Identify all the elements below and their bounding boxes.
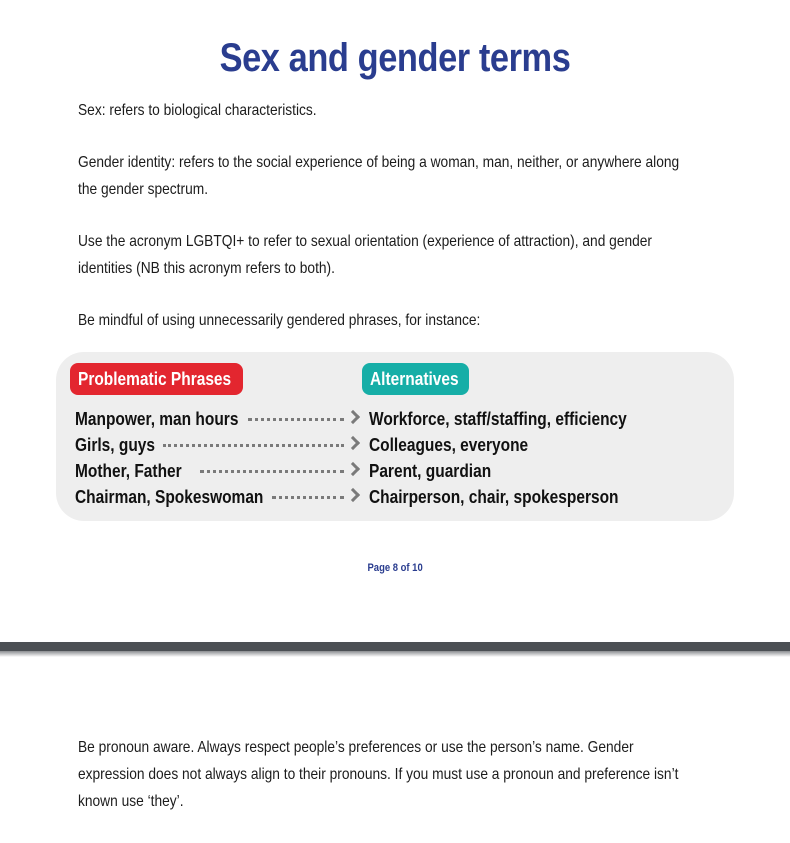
- text-line: identities (NB this acronym refers to both).: [78, 260, 335, 277]
- page-divider: [0, 642, 790, 651]
- text-line: expression does not always align to their pronouns. If you must use a pronoun and preference isn’t: [78, 766, 679, 783]
- arrow-right-icon: [346, 436, 360, 450]
- dotted-arrow-line: [248, 418, 344, 421]
- header-label: Alternatives: [370, 369, 459, 389]
- text-line: the gender spectrum.: [78, 181, 209, 198]
- dotted-arrow-line: [163, 444, 344, 447]
- page-number-label: Page 8 of 10: [367, 562, 423, 574]
- problematic-phrase: Mother, Father: [75, 461, 182, 481]
- page-number: [0, 560, 790, 576]
- dotted-arrow-line: [272, 496, 344, 499]
- alternative-phrase: Parent, guardian: [369, 461, 492, 481]
- text-line: Sex: refers to biological characteristics.: [78, 102, 317, 119]
- paragraph-pronoun-aware: [78, 734, 679, 815]
- page-divider-shadow: [0, 651, 790, 657]
- paragraph-sex-definition: [78, 97, 628, 124]
- text-line: Use the acronym LGBTQI+ to refer to sexual orientation (experience of attraction), and gender: [78, 233, 653, 250]
- page-title: Sex and gender terms: [219, 36, 571, 80]
- phrase-row: [0, 484, 790, 510]
- text-line: Be pronoun aware. Always respect people’s preferences or use the person’s name. Gender: [78, 739, 634, 756]
- alternative-phrase: Workforce, staff/staffing, efficiency: [369, 409, 627, 429]
- alternative-phrase: Chairperson, chair, spokesperson: [369, 487, 619, 507]
- text-line: known use ‘they’.: [78, 793, 184, 810]
- arrow-right-icon: [346, 488, 360, 502]
- paragraph-gender-identity: [78, 149, 680, 203]
- paragraph-lgbtqi: [78, 228, 653, 282]
- paragraph-gendered-phrases: [78, 307, 628, 334]
- header-label: Problematic Phrases: [78, 369, 232, 389]
- arrow-right-icon: [346, 462, 360, 476]
- dotted-arrow-line: [200, 470, 344, 473]
- text-line: Be mindful of using unnecessarily gendered phrases, for instance:: [78, 312, 481, 329]
- problematic-phrase: Manpower, man hours: [75, 409, 239, 429]
- problematic-phrases-header: [70, 363, 243, 395]
- alternatives-header: [362, 363, 469, 395]
- phrase-row: [0, 406, 790, 432]
- phrase-row: [0, 432, 790, 458]
- alternative-phrase: Colleagues, everyone: [369, 435, 529, 455]
- problematic-phrase: Girls, guys: [75, 435, 156, 455]
- phrase-row: [0, 458, 790, 484]
- problematic-phrase: Chairman, Spokeswoman: [75, 487, 264, 507]
- arrow-right-icon: [346, 410, 360, 424]
- text-line: Gender identity: refers to the social experience of being a woman, man, neither, or anywhere along: [78, 154, 680, 171]
